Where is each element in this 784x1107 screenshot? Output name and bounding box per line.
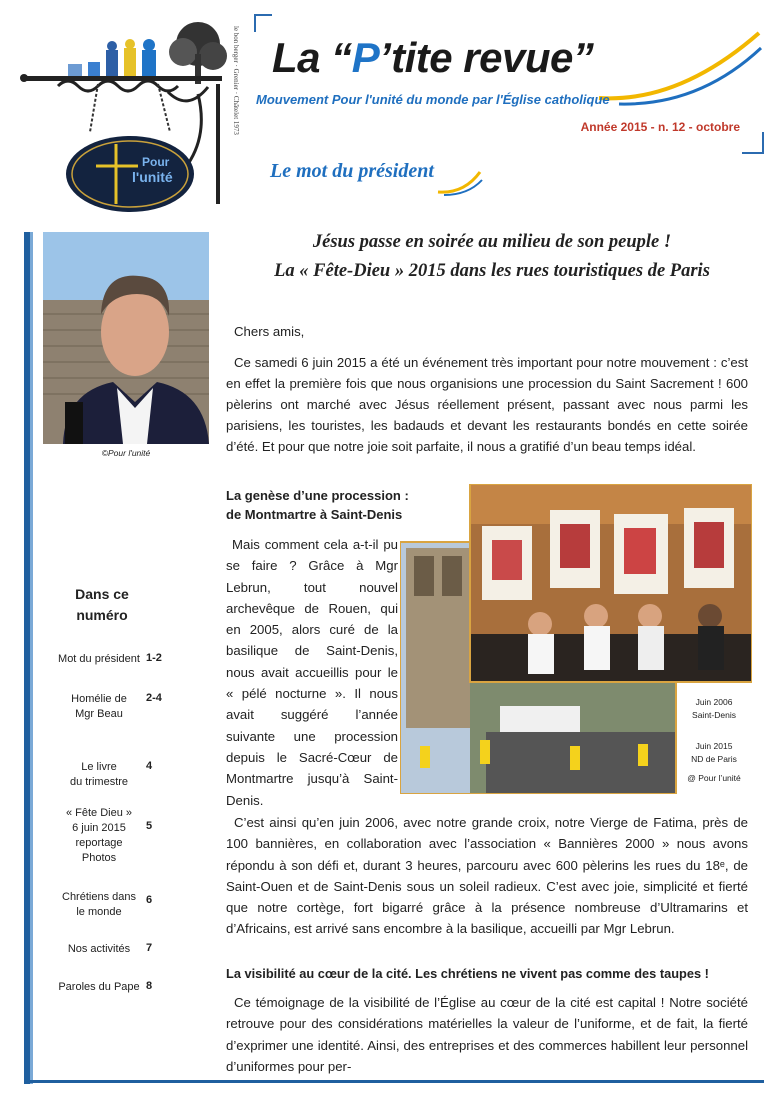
title-swoosh-decoration bbox=[589, 28, 764, 108]
subheading-line-1: La genèse d’une procession : bbox=[226, 488, 409, 503]
toc-item-president[interactable] bbox=[44, 652, 154, 667]
caption-date: Juin 2015 bbox=[695, 741, 733, 751]
toc-page-number: 8 bbox=[146, 980, 153, 992]
toc-page-number: 4 bbox=[146, 760, 153, 772]
toc-label: Nos activités bbox=[67, 943, 131, 955]
caption-credit: @ Pour l’unité bbox=[687, 773, 741, 783]
caption-date: Juin 2006 bbox=[695, 697, 733, 707]
toc-label: Chrétiens dans bbox=[62, 891, 136, 903]
logo-unite: l'unité bbox=[132, 169, 173, 185]
paragraph-4: Ce témoignage de la visibilité de l’Église au cœur de la cité est capital ! Notre société retrouve pour des considérations matérielles la valeur de l’uniforme, et de fait, la fierté d’exprimer une identité. Ainsi, des entreprises et des commerces habillent leur personnel d’uniformes pour per- bbox=[226, 995, 748, 1074]
masthead bbox=[254, 14, 764, 154]
toc-page-number: 7 bbox=[146, 942, 153, 954]
toc-label: « Fête Dieu » bbox=[65, 807, 133, 819]
caption-place: Saint-Denis bbox=[692, 710, 736, 720]
caption-2006 bbox=[678, 696, 750, 722]
toc-item-homelie[interactable] bbox=[44, 692, 154, 722]
logo-pour: Pour bbox=[142, 155, 170, 169]
section-title: Le mot du président bbox=[270, 160, 434, 182]
toc-label: 6 juin 2015 bbox=[72, 822, 126, 834]
toc-heading-line-1: Dans ce bbox=[75, 586, 129, 602]
caption-place: ND de Paris bbox=[691, 754, 737, 764]
toc-label: Mgr Beau bbox=[75, 708, 123, 720]
toc-page-number: 2-4 bbox=[146, 692, 162, 704]
title-part-p: P bbox=[351, 34, 380, 81]
toc-label: du trimestre bbox=[69, 776, 129, 788]
toc-item-livre[interactable] bbox=[44, 760, 154, 790]
toc-label: Le livre bbox=[81, 761, 117, 773]
headline-line-2: La « Fête-Dieu » 2015 dans les rues touristiques de Paris bbox=[274, 261, 710, 281]
masthead-corner-bottom-right bbox=[742, 132, 764, 154]
toc-label: Mot du président bbox=[58, 653, 140, 665]
toc-page-number: 1-2 bbox=[146, 652, 162, 664]
headline-line-1: Jésus passe en soirée au milieu de son peuple ! bbox=[312, 232, 672, 252]
subheading-visibilite: La visibilité au cœur de la cité. Les chrétiens ne vivent pas comme des taupes ! bbox=[226, 966, 709, 981]
section-swoosh-decoration bbox=[434, 166, 484, 196]
masthead-corner-top-left bbox=[254, 14, 272, 32]
toc-label: le monde bbox=[76, 906, 122, 918]
title-part-1: La “ bbox=[272, 34, 352, 81]
toc-page-number: 5 bbox=[146, 820, 153, 832]
article-headline bbox=[232, 228, 752, 286]
toc-item-chretiens[interactable] bbox=[44, 890, 154, 920]
toc-page-number: 6 bbox=[146, 894, 153, 906]
paragraph-2: Mais comment cela a-t-il pu se faire ? Grâce à Mgr Lebrun, tout nouvel archevêque de Rouen, qui en 2005, alors curé de la basilique de Saint-Denis, nous avait accueillis pour le « pélé nocturne ». Il nous avait suggéré l’année suivante une procession depuis le Sacré-Cœur de Montmartre jusqu’à Saint-Denis. bbox=[226, 537, 398, 808]
title-part-2: ’tite revue” bbox=[379, 34, 594, 81]
paragraph-1: Ce samedi 6 juin 2015 a été un événement très important pour notre mouvement : c’est en effet la première fois que nous organisions une procession du Saint Sacrement ! 600 pèlerins ont marché avec Jésus réellement présent, passant avec nous parmi les parisiens, les touristes, les badauds et devant les restaurants bondés en cette soirée d’été. Et pour que notre joie soit parfaite, il nous a gratifié d’un beau temps idéal. bbox=[226, 355, 748, 454]
greeting: Chers amis, bbox=[234, 324, 305, 339]
hanging-sign-logo bbox=[18, 14, 250, 214]
newsletter-subtitle: Mouvement Pour l'unité du monde par l'Église catholique bbox=[256, 92, 610, 107]
sign-side-text: le bon berger · Grenier · Châtelet 1973 bbox=[232, 26, 240, 135]
toc-label: reportage bbox=[75, 837, 123, 849]
toc-label: Homélie de bbox=[71, 693, 127, 705]
caption-2015 bbox=[678, 740, 750, 766]
toc-item-pape[interactable] bbox=[44, 980, 154, 995]
toc-heading bbox=[52, 584, 152, 626]
bottom-rule bbox=[24, 1080, 764, 1083]
toc-item-fete-dieu[interactable] bbox=[44, 806, 154, 866]
photo-credit: ©Pour l'unité bbox=[101, 448, 151, 458]
subheading-line-2: de Montmartre à Saint-Denis bbox=[226, 507, 403, 522]
newsletter-title bbox=[272, 34, 593, 82]
toc-label: Photos bbox=[81, 852, 117, 864]
photo-2006-saint-denis bbox=[470, 484, 752, 682]
toc-label: Paroles du Pape bbox=[58, 981, 140, 993]
issue-number: Année 2015 - n. 12 - octobre bbox=[580, 120, 740, 134]
toc-heading-line-2: numéro bbox=[76, 607, 128, 623]
sidebar-rule-light bbox=[30, 232, 33, 1084]
paragraph-3: C’est ainsi qu’en juin 2006, avec notre grande croix, notre Vierge de Fatima, près de 100 bannières, en collaboration avec l’association « Bannières 2000 » nous avons répondu à son défi et, durant 3 heures, parcouru avec 600 pèlerins les rues du 18ᵉ, de Saint-Ouen et de Saint-Denis sous un soleil radieux. C’est avec joie, simplicité et fierté que notre cortège, fort bigarré grâce à la présence nombreuse d’Ultramarins et d’Africains, est arrivé sans encombre à la basilique, accueilli par Mgr Lebrun. bbox=[226, 815, 748, 937]
toc-item-activites[interactable] bbox=[44, 942, 154, 957]
president-photo bbox=[43, 232, 209, 444]
